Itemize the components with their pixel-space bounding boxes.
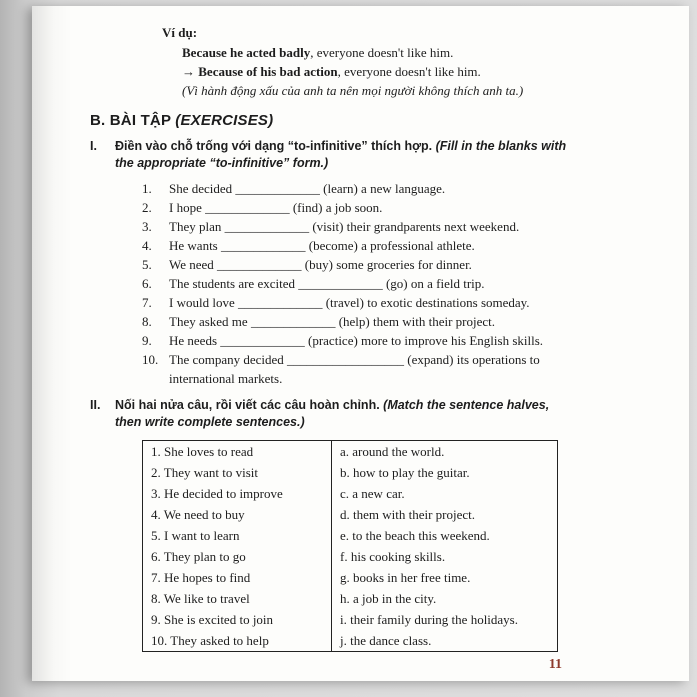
example-line-2-bold: → Because of his bad action <box>182 64 338 79</box>
example-block <box>162 24 572 100</box>
exercise-1-items <box>142 179 560 388</box>
item-text: I would love _____________ (travel) to exotic destinations someday. <box>169 295 530 310</box>
item-number: 9. <box>142 333 152 348</box>
example-line-3-translation: (Vì hành động xấu của anh ta nên mọi người không thích anh ta.) <box>182 83 524 98</box>
example-line-2 <box>182 63 572 81</box>
fill-blank-item-2 <box>142 198 560 217</box>
item-text: He wants _____________ (become) a professional athlete. <box>169 238 475 253</box>
item-number: 2. <box>142 200 152 215</box>
fill-blank-item-1 <box>142 179 560 198</box>
item-number: 6. <box>142 276 152 291</box>
match-left-cell-6: 6. They plan to go <box>143 546 332 567</box>
page-content <box>32 6 572 673</box>
match-right-cell-d: d. them with their project. <box>340 506 476 522</box>
match-left-cell-3: 3. He decided to improve <box>143 483 332 504</box>
item-text: He needs _____________ (practice) more to improve his English skills. <box>169 333 544 348</box>
fill-blank-item-8 <box>142 312 560 331</box>
match-right-cell-e: e. to the beach this weekend. <box>340 527 490 543</box>
example-line-1 <box>182 44 572 62</box>
example-line-1-rest: , everyone doesn't like him. <box>310 45 454 60</box>
match-right-cell-i: i. their family during the holidays. <box>340 611 518 627</box>
match-left-cell-10: 10. They asked to help <box>143 630 332 651</box>
section-b-title <box>90 112 572 129</box>
match-sentence-table <box>142 440 558 652</box>
book-page <box>32 6 689 681</box>
item-number: 10. <box>142 352 159 367</box>
match-right-cell-h: h. a job in the city. <box>340 590 437 606</box>
exercise-1-instruction-en: (Fill in the blanks with the appropriate “to-infinitive” form.) <box>115 139 567 170</box>
match-left-cell-4: 4. We need to buy <box>143 504 332 525</box>
item-text: They asked me _____________ (help) them with their project. <box>169 314 496 329</box>
fill-blank-item-10 <box>142 350 560 388</box>
example-line-1-bold: Because he acted badly <box>182 45 311 60</box>
match-right-cell-g: g. books in her free time. <box>340 569 471 585</box>
item-number: 7. <box>142 295 152 310</box>
fill-blank-item-7 <box>142 293 560 312</box>
item-text: She decided _____________ (learn) a new language. <box>169 181 446 196</box>
exercise-2-instruction-en: (Match the sentence halves, then write complete sentences.) <box>115 398 550 429</box>
fill-blank-item-4 <box>142 236 560 255</box>
item-text: They plan _____________ (visit) their grandparents next weekend. <box>169 219 520 234</box>
item-number: 3. <box>142 219 152 234</box>
match-right-cell-a: a. around the world. <box>340 443 445 459</box>
match-right-cell-j: j. the dance class. <box>340 632 432 648</box>
section-b-title-paren: (EXERCISES) <box>175 112 274 129</box>
example-lines <box>182 44 572 100</box>
item-text: The company decided __________________ (expand) its operations to international markets. <box>169 352 540 386</box>
match-left-cell-8: 8. We like to travel <box>143 588 332 609</box>
exercise-1-heading <box>90 138 572 172</box>
match-left-cell-7: 7. He hopes to find <box>143 567 332 588</box>
fill-blank-item-9 <box>142 331 560 350</box>
example-label: Ví dụ: <box>162 25 198 40</box>
match-right-cell-f: f. his cooking skills. <box>340 548 446 564</box>
section-b-title-main: B. BÀI TẬP <box>90 112 176 129</box>
exercise-2-numeral: II. <box>90 398 101 412</box>
match-left-cell-1: 1. She loves to read <box>143 441 332 462</box>
example-line-2-rest: , everyone doesn't like him. <box>337 64 481 79</box>
exercise-1-instruction-vi: Điền vào chỗ trống với dạng “to-infinitive” thích hợp. <box>115 139 436 153</box>
item-text: We need _____________ (buy) some groceries for dinner. <box>169 257 472 272</box>
exercise-2-heading <box>90 397 572 431</box>
exercise-2-instruction <box>115 397 570 431</box>
fill-blank-item-3 <box>142 217 560 236</box>
exercise-1-instruction <box>115 138 570 172</box>
match-right-cell-c: c. a new car. <box>340 485 405 501</box>
item-number: 4. <box>142 238 152 253</box>
fill-blank-item-6 <box>142 274 560 293</box>
page-number: 11 <box>548 657 562 672</box>
exercise-2-instruction-vi: Nối hai nửa câu, rồi viết các câu hoàn chỉnh. <box>115 398 384 412</box>
item-number: 5. <box>142 257 152 272</box>
item-text: I hope _____________ (find) a job soon. <box>169 200 383 215</box>
match-right-cell-b: b. how to play the guitar. <box>340 464 470 480</box>
item-number: 8. <box>142 314 152 329</box>
fill-blank-item-5 <box>142 255 560 274</box>
item-number: 1. <box>142 181 152 196</box>
match-left-cell-2: 2. They want to visit <box>143 462 332 483</box>
match-left-cell-5: 5. I want to learn <box>143 525 332 546</box>
exercise-1-numeral: I. <box>90 139 97 153</box>
item-text: The students are excited _____________ (go) on a field trip. <box>169 276 485 291</box>
match-left-cell-9: 9. She is excited to join <box>143 609 332 630</box>
